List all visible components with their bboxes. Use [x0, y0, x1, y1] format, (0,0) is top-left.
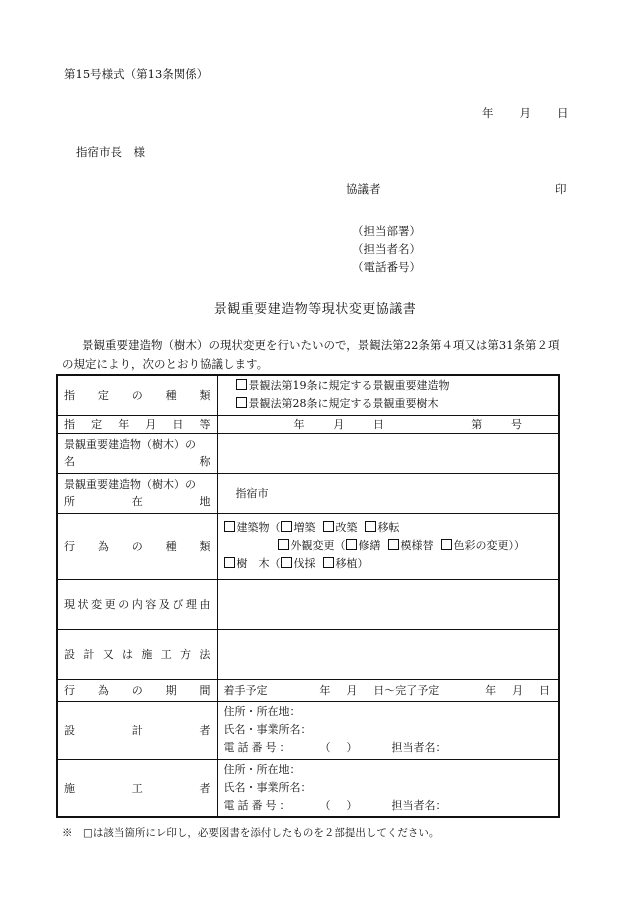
checkbox-felling[interactable]	[281, 557, 292, 568]
act-color-label: 色彩の変更））	[453, 539, 525, 552]
date-month: 月	[519, 106, 531, 120]
table-row	[57, 513, 559, 579]
designation-month: 月	[333, 418, 345, 431]
builder-phone-line[interactable]	[224, 797, 553, 815]
builder-name-label: 氏名・事業所名：	[223, 780, 312, 794]
body-text: 景観重要建造物（樹木）の現状変更を行いたいので，景観法第22条第４項又は第31条第２項の規定により，次のとおり協議します。	[62, 338, 560, 371]
document-title: 景観重要建造物等現状変更協議書	[213, 302, 417, 317]
table-row	[57, 375, 559, 415]
designation-year: 年	[293, 418, 305, 431]
builder-address-label: 住所・所在地：	[223, 762, 301, 776]
method-label: 設 計 又 は 施 工 方 法	[64, 648, 211, 661]
type-option-tree-label: 景観法第28条に規定する景観重要樹木	[248, 397, 439, 411]
act-remodel-label: 模様替	[400, 539, 434, 552]
type-option-building-label: 景観法第19条に規定する景観重要建造物	[248, 379, 450, 393]
builder-person-label: 担当者名：	[391, 798, 447, 812]
checkbox-relocation[interactable]	[365, 521, 376, 532]
period-start-month: 月	[346, 684, 358, 697]
act-exterior-line	[224, 537, 553, 555]
type-label-cell	[57, 375, 217, 415]
checkbox-addition[interactable]	[281, 521, 292, 532]
location-label-line1: 景観重要建造物（樹木）の	[64, 478, 196, 491]
location-label-line2: 所 在 地	[64, 495, 211, 508]
name-label-cell	[57, 433, 217, 473]
period-middle: 日～完了予定	[373, 684, 440, 697]
builder-name-line[interactable]	[224, 779, 553, 797]
type-label: 指 定 の 種 類	[64, 389, 211, 403]
type-option-tree[interactable]	[236, 395, 553, 413]
act-exterior-label: 外観変更（	[290, 539, 346, 552]
act-building-line	[224, 519, 553, 537]
period-start-label: 着手予定	[223, 684, 268, 697]
act-addition-label: 増築	[293, 521, 316, 534]
designation-number-prefix: 第	[471, 418, 483, 431]
designer-phone-line[interactable]	[224, 739, 553, 757]
designer-phone-label: 電話番号：	[223, 741, 294, 754]
period-end-year: 年	[485, 684, 497, 697]
designer-person-label: 担当者名：	[391, 741, 447, 754]
designer-paren-open: （	[319, 741, 331, 754]
act-tree-label: 樹 木（	[236, 557, 281, 570]
act-label-cell	[57, 513, 217, 579]
period-label: 行 為 の 期 間	[64, 684, 211, 697]
submission-date	[482, 105, 569, 121]
contact-department: （担当部署）	[352, 224, 421, 238]
builder-phone-label: 電話番号：	[223, 798, 294, 812]
checkbox-tree[interactable]	[224, 557, 235, 568]
footnote: ※ □は該当箇所にレ印し，必要図書を添付したものを２部提出してください。	[62, 827, 440, 839]
contact-phone: （電話番号）	[352, 260, 421, 274]
act-repair-label: 修繕	[358, 539, 381, 552]
name-label-line1: 景観重要建造物（樹木）の	[64, 438, 196, 451]
designer-paren-close: ）	[346, 741, 358, 754]
designation-day: 日	[372, 418, 384, 431]
designer-name-label: 氏名・事業所名：	[223, 723, 312, 736]
checkbox-transplant[interactable]	[323, 557, 334, 568]
location-label-cell	[57, 473, 217, 513]
reason-label: 現 状 変 更 の 内 容 及 び 理 由	[64, 598, 211, 611]
table-row	[57, 433, 559, 473]
checkbox-building[interactable]	[224, 521, 235, 532]
consultation-form-table	[56, 374, 560, 818]
builder-paren-open: （	[319, 798, 331, 812]
name-value-field[interactable]	[217, 433, 559, 473]
checkbox-remodel[interactable]	[388, 539, 399, 550]
act-reconstruction-label: 改築	[335, 521, 358, 534]
checkbox-repair[interactable]	[346, 539, 357, 550]
seal-mark: 印	[555, 182, 567, 196]
form-number: 第15号様式（第13条関係）	[64, 67, 209, 81]
type-option-building[interactable]	[236, 377, 553, 395]
table-row	[57, 415, 559, 433]
designer-label: 設 計 者	[64, 724, 211, 737]
table-row	[57, 679, 559, 701]
builder-info-cell	[217, 759, 559, 817]
period-end-month: 月	[512, 684, 524, 697]
period-value-cell	[217, 679, 559, 701]
act-transplant-label: 移植）	[335, 557, 369, 570]
builder-paren-close: ）	[346, 798, 358, 812]
act-building-label: 建築物（	[236, 521, 281, 534]
act-relocation-label: 移転	[377, 521, 400, 534]
table-row	[57, 701, 559, 759]
type-options-cell	[217, 375, 559, 415]
method-label-cell	[57, 629, 217, 679]
table-row	[57, 473, 559, 513]
designation-number-suffix: 号	[510, 418, 522, 431]
designer-name-line[interactable]	[224, 721, 553, 739]
checkbox-reconstruction[interactable]	[323, 521, 334, 532]
checkbox-exterior[interactable]	[278, 539, 289, 550]
act-label: 行 為 の 種 類	[64, 540, 211, 553]
date-year: 年	[482, 106, 494, 120]
act-tree-line	[224, 555, 553, 573]
builder-label-cell	[57, 759, 217, 817]
location-value: 指宿市	[235, 487, 269, 500]
act-options-cell	[217, 513, 559, 579]
checkbox[interactable]	[236, 397, 247, 408]
party-label: 協議者	[346, 182, 381, 196]
contact-person: （担当者名）	[352, 242, 421, 256]
table-row	[57, 759, 559, 817]
designer-address-label: 住所・所在地：	[223, 705, 301, 718]
date-label-cell	[57, 415, 217, 433]
method-value-field[interactable]	[217, 629, 559, 679]
period-start-year: 年	[319, 684, 331, 697]
period-label-cell	[57, 679, 217, 701]
designer-label-cell	[57, 701, 217, 759]
reason-value-field[interactable]	[217, 579, 559, 629]
table-row	[57, 629, 559, 679]
checkbox-color[interactable]	[441, 539, 452, 550]
date-day: 日	[557, 106, 569, 120]
table-row	[57, 579, 559, 629]
act-felling-label: 伐採	[293, 557, 316, 570]
designer-address-line[interactable]	[224, 703, 553, 721]
date-value-cell	[217, 415, 559, 433]
period-end-day: 日	[539, 684, 550, 697]
checkbox[interactable]	[236, 379, 247, 390]
designer-info-cell	[217, 701, 559, 759]
builder-label: 施 工 者	[64, 781, 211, 795]
name-label-line2: 名 称	[64, 455, 211, 468]
addressee: 指宿市長 様	[76, 145, 145, 159]
location-value-field[interactable]	[217, 473, 559, 513]
builder-address-line[interactable]	[224, 761, 553, 779]
reason-label-cell	[57, 579, 217, 629]
date-label: 指 定 年 月 日 等	[64, 418, 211, 431]
